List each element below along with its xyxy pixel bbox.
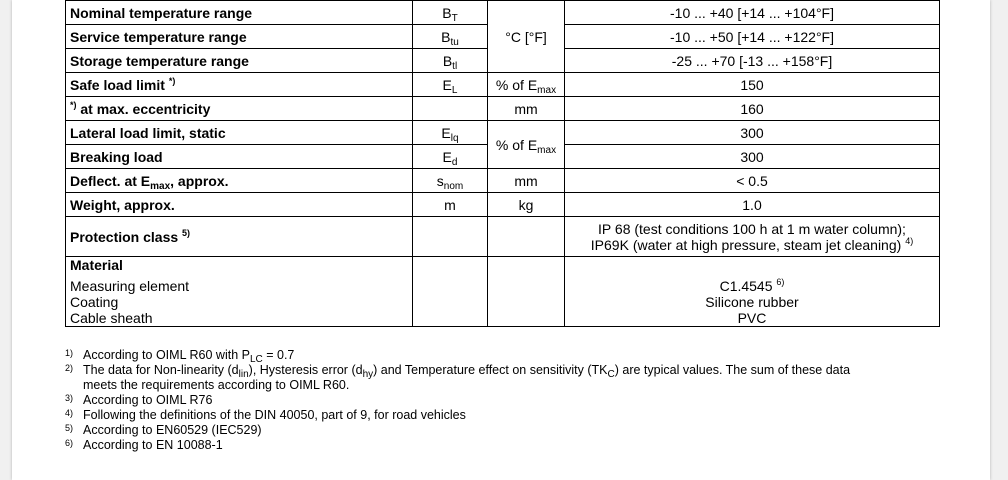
footnote: 3) According to OIML R76 [65, 393, 213, 407]
document-page [12, 0, 990, 480]
material-item-name: Measuring element [70, 278, 190, 294]
row-label: *) at max. eccentricity [66, 97, 413, 121]
material-item-value: PVC [737, 310, 767, 326]
symbol-cell: m [413, 193, 488, 217]
footnote: 1) According to OIML R60 with $P_{LC} = 0.7$ [65, 348, 295, 365]
row-label: Deflect. at $E_{max}$, approx. [66, 169, 413, 193]
symbol-cell: $s_{nom}$ [413, 169, 488, 193]
row-label: Breaking load [66, 145, 413, 169]
material-value-cell [565, 257, 940, 327]
row-label: Safe load limit *) [66, 73, 413, 97]
symbol-cell: $B_{tl}$ [413, 49, 488, 73]
value-cell: 150 [565, 73, 940, 97]
table-row [66, 121, 940, 145]
material-label-cell [66, 257, 413, 327]
symbol-cell [413, 97, 488, 121]
value-cell: -10 ... +50 [+14 ... +122°F] [565, 25, 940, 49]
value-cell: < 0.5 [565, 169, 940, 193]
row-label: Weight, approx. [66, 193, 413, 217]
table-row [66, 97, 940, 121]
footnotes [65, 348, 939, 453]
footnote: 4) Following the definitions of the DIN 40050, part of 9, for road vehicles [65, 408, 466, 422]
unit-cell: kg [488, 193, 565, 217]
symbol-cell: $E_L$ [413, 73, 488, 97]
table-row [66, 193, 940, 217]
row-label: Protection class $^{5)}$ [66, 217, 413, 257]
value-cell: 1.0 [565, 193, 940, 217]
material-item-name: Coating [70, 294, 119, 310]
unit-cell: °C [°F] [488, 1, 565, 73]
value-cell: 300 [565, 121, 940, 145]
value-cell: -25 ... +70 [-13 ... +158°F] [565, 49, 940, 73]
symbol-cell [413, 257, 488, 327]
row-label: Lateral load limit, static [66, 121, 413, 145]
row-label: Storage temperature range [66, 49, 413, 73]
footnote: 2) The data for Non-linearity $(d_{lin})$, Hysteresis error $(d_{hy})$ and Temperature effect on sensitivity $(TK_C)$ are typical values. The sum of these data meets the requirements according to OIML R60. [65, 363, 851, 392]
table-row [66, 217, 940, 257]
symbol-cell: $E_d$ [413, 145, 488, 169]
symbol-cell: $B_T$ [413, 1, 488, 25]
row-label: Nominal temperature range [66, 1, 413, 25]
material-item-name: Cable sheath [70, 310, 153, 326]
symbol-cell: $E_{lq}$ [413, 121, 488, 145]
value-cell: 160 [565, 97, 940, 121]
unit-cell: mm [488, 169, 565, 193]
unit-cell: mm [488, 97, 565, 121]
table-row [66, 73, 940, 97]
material-item-value: C1.4545 $^{6)}$ [719, 277, 785, 294]
row-label: Service temperature range [66, 25, 413, 49]
unit-cell [488, 217, 565, 257]
spec-table [65, 0, 940, 327]
unit-cell: % of $E_{max}$ [488, 73, 565, 97]
value-cell: -10 ... +40 [+14 ... +104°F] [565, 1, 940, 25]
unit-cell [488, 257, 565, 327]
symbol-cell: $B_{tu}$ [413, 25, 488, 49]
footnote: 5) According to EN60529 (IEC529) [65, 423, 262, 437]
symbol-cell [413, 217, 488, 257]
table-row [66, 257, 940, 327]
material-title: Material [70, 257, 123, 273]
value-cell: 300 [565, 145, 940, 169]
footnote: 6) According to EN 10088-1 [65, 438, 223, 452]
value-cell: IP 68 (test conditions 100 h at 1 m water column); IP69K (water at high pressure, steam jet cleaning) $^{4)}$ [565, 217, 940, 257]
unit-cell: % of $E_{max}$ [488, 121, 565, 169]
table-row [66, 1, 940, 25]
material-item-value: Silicone rubber [705, 294, 799, 310]
table-row [66, 169, 940, 193]
